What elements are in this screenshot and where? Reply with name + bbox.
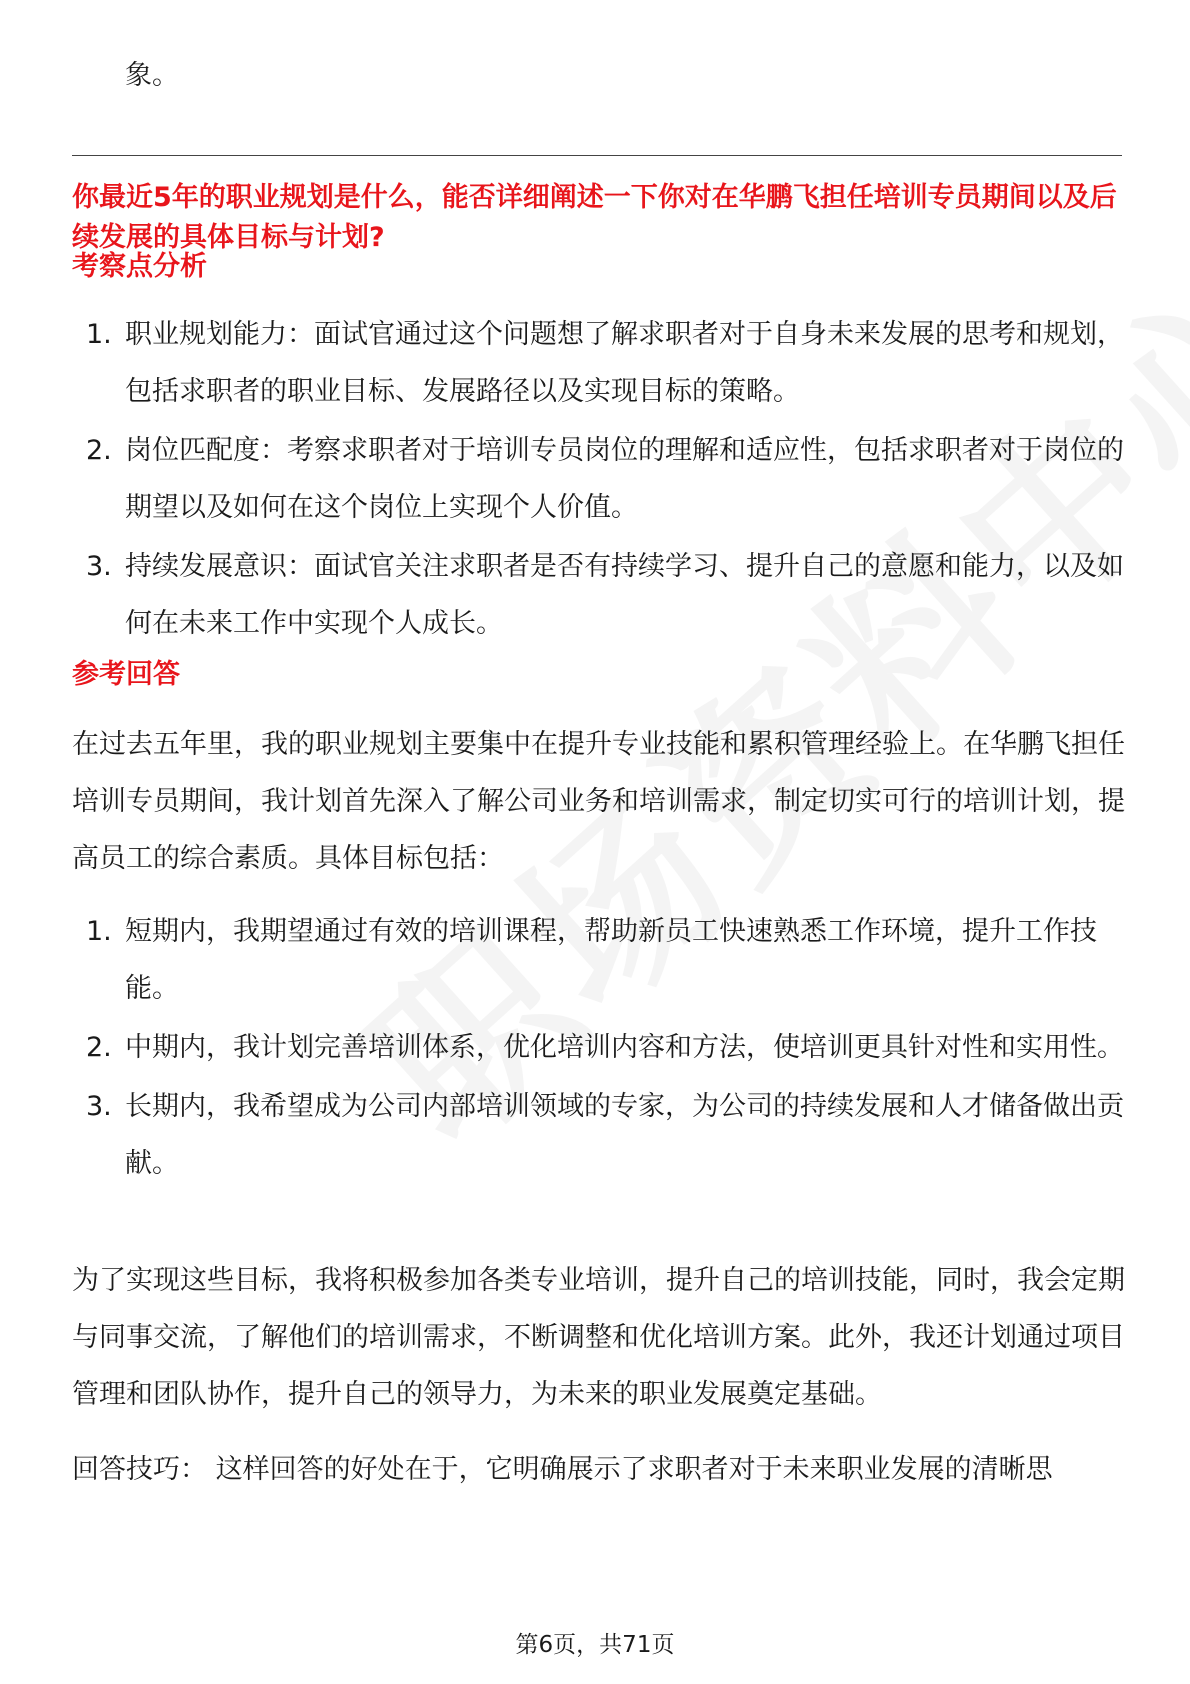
list-text: 中期内，我计划完善培训体系，优化培训内容和方法，使培训更具针对性和实用性。 — [125, 1032, 1124, 1063]
analysis-list — [72, 306, 1132, 654]
list-text: 长期内，我希望成为公司内部培训领域的专家，为公司的持续发展和人才储备做出贡献。 — [125, 1091, 1124, 1179]
list-text: 职业规划能力：面试官通过这个问题想了解求职者对于自身未来发展的思考和规划，包括求职者的职业目标、发展路径以及实现目标的策略。 — [125, 319, 1124, 407]
list-item — [72, 422, 1132, 536]
list-number: 2. — [86, 1032, 112, 1063]
question-title: 你最近5年的职业规划是什么，能否详细阐述一下你对在华鹏飞担任培训专员期间以及后续发展的具体目标与计划? — [72, 182, 1117, 253]
analysis-heading: 考察点分析 — [72, 251, 207, 282]
list-item — [72, 1019, 1132, 1076]
list-number: 2. — [86, 435, 112, 466]
list-item — [72, 1078, 1132, 1192]
answer-tip: 回答技巧： 这样回答的好处在于，它明确展示了求职者对于未来职业发展的清晰思 — [72, 1454, 1053, 1485]
list-number: 3. — [86, 1091, 112, 1122]
list-text: 持续发展意识：面试官关注求职者是否有持续学习、提升自己的意愿和能力，以及如何在未来工作中实现个人成长。 — [125, 551, 1124, 639]
list-number: 1. — [86, 319, 112, 350]
answer-goals-list — [72, 903, 1132, 1194]
list-item — [72, 306, 1132, 420]
list-number: 1. — [86, 916, 112, 947]
list-item — [72, 538, 1132, 652]
answer-intro: 在过去五年里，我的职业规划主要集中在提升专业技能和累积管理经验上。在华鹏飞担任培训专员期间，我计划首先深入了解公司业务和培训需求，制定切实可行的培训计划，提高员工的综合素质。具体目标包括： — [72, 729, 1125, 874]
continuation-text: 象。 — [125, 60, 179, 91]
page-number: 第6页，共71页 — [515, 1632, 675, 1658]
list-item — [72, 903, 1132, 1017]
list-text: 短期内，我期望通过有效的培训课程，帮助新员工快速熟悉工作环境，提升工作技能。 — [125, 916, 1097, 1004]
answer-closing: 为了实现这些目标，我将积极参加各类专业培训，提升自己的培训技能，同时，我会定期与同事交流，了解他们的培训需求，不断调整和优化培训方案。此外，我还计划通过项目管理和团队协作，提升自己的领导力，为未来的职业发展奠定基础。 — [72, 1265, 1125, 1410]
list-number: 3. — [86, 551, 112, 582]
answer-heading: 参考回答 — [72, 659, 180, 690]
section-divider — [72, 155, 1122, 156]
list-text: 岗位匹配度：考察求职者对于培训专员岗位的理解和适应性，包括求职者对于岗位的期望以及如何在这个岗位上实现个人价值。 — [125, 435, 1124, 523]
